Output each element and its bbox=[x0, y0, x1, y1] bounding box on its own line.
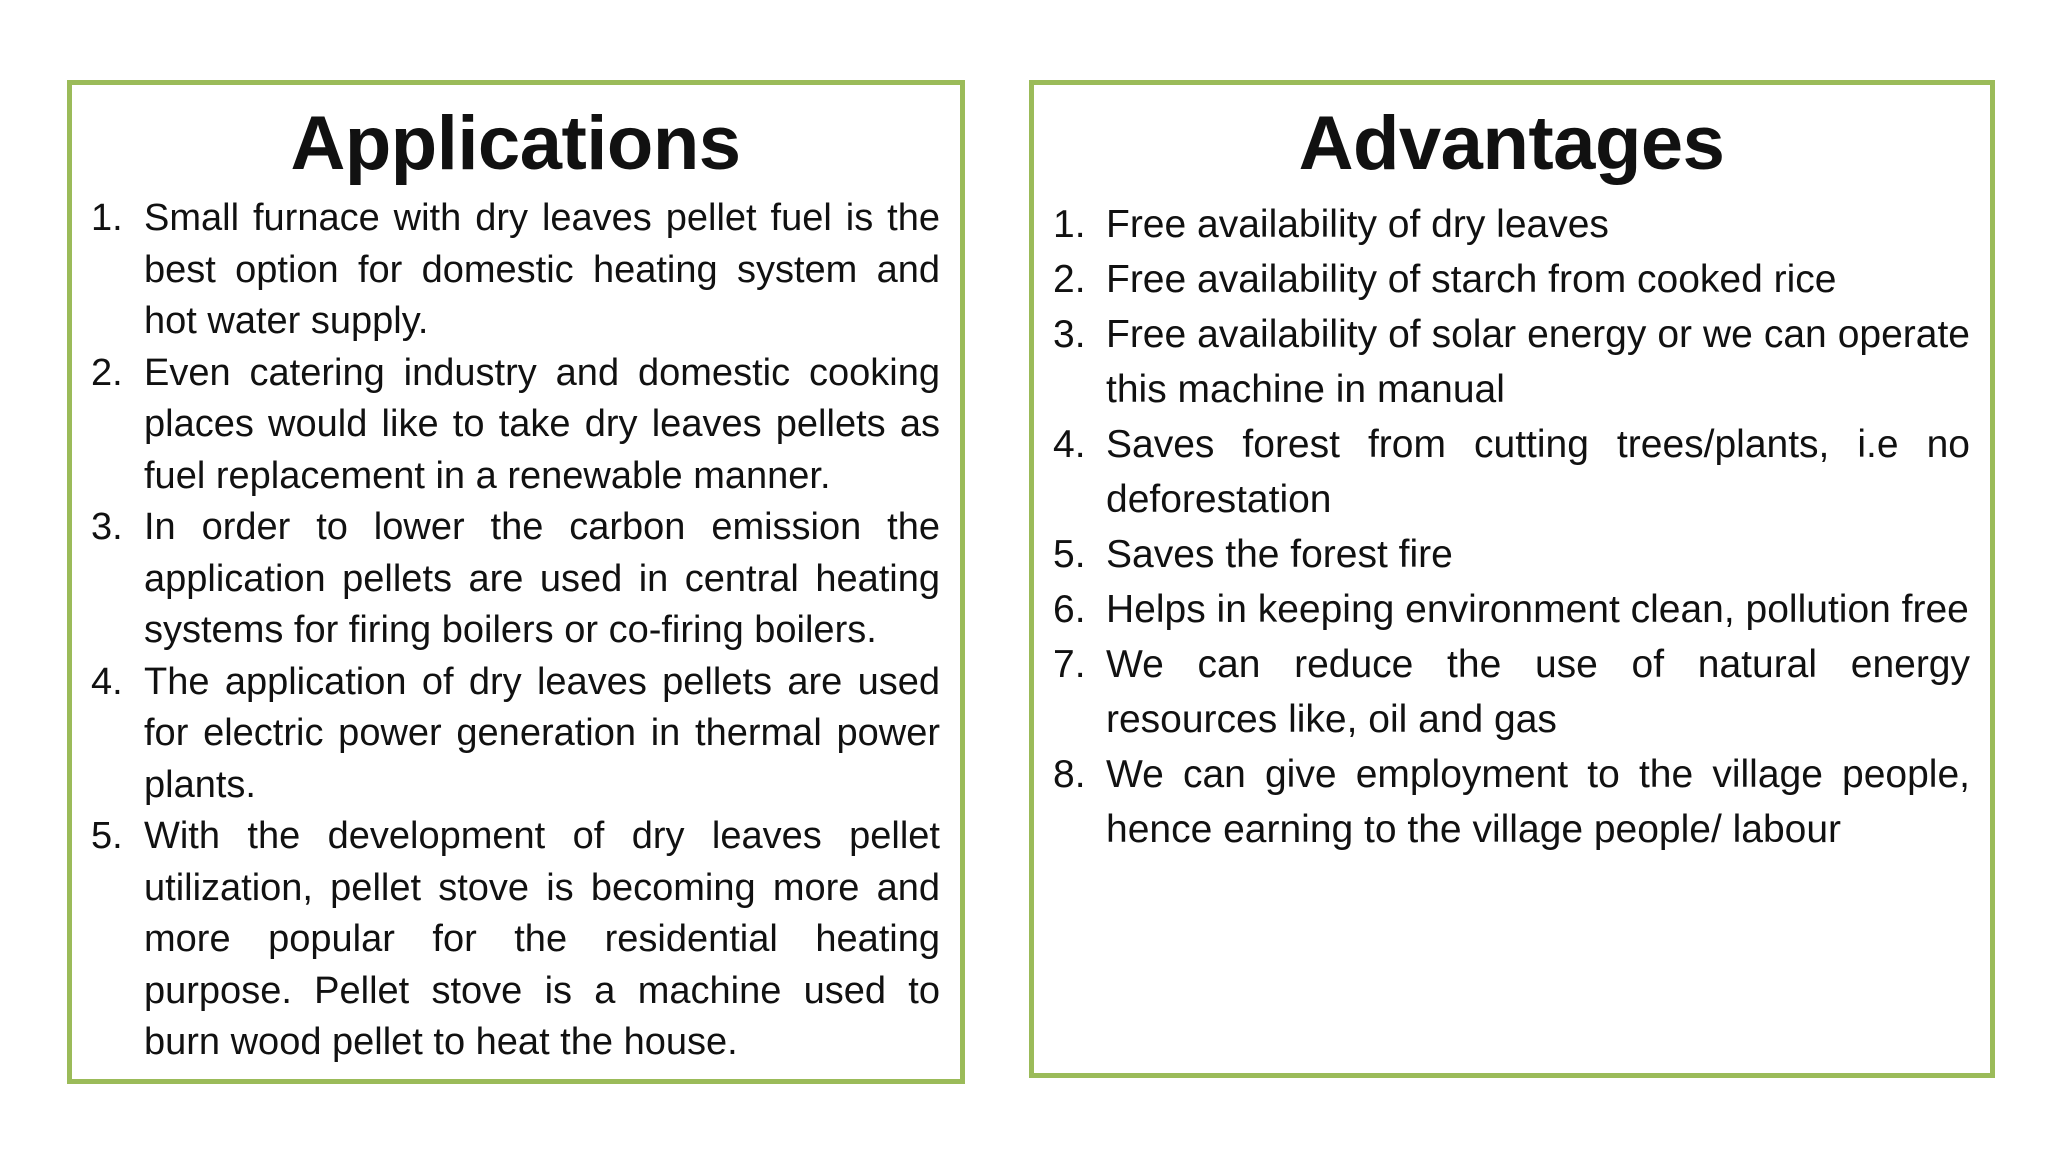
list-item bbox=[1053, 527, 1970, 582]
list-item bbox=[91, 348, 940, 503]
list-item bbox=[1053, 747, 1970, 857]
list-item bbox=[91, 657, 940, 812]
item-number: 2. bbox=[1053, 258, 1086, 301]
item-number: 4. bbox=[1053, 423, 1086, 466]
item-number: 6. bbox=[1053, 588, 1086, 631]
advantages-list bbox=[1053, 197, 1970, 857]
item-number: 7. bbox=[1053, 643, 1086, 686]
advantages-title: Advantages bbox=[1298, 101, 1725, 186]
item-text: Even catering industry and domestic cooking places would like to take dry leaves pellets as fuel replacement in a renewable manner. bbox=[144, 351, 940, 497]
applications-title: Applications bbox=[290, 101, 741, 186]
list-item bbox=[91, 502, 940, 657]
item-number: 5. bbox=[1053, 533, 1086, 576]
list-item bbox=[1053, 582, 1970, 637]
item-number: 1. bbox=[91, 197, 123, 239]
applications-list bbox=[91, 193, 940, 1069]
list-item bbox=[91, 193, 940, 348]
list-item bbox=[1053, 197, 1970, 252]
item-text: In order to lower the carbon emission the application pellets are used in central heating systems for firing boilers or co-firing boilers. bbox=[144, 506, 940, 651]
list-item bbox=[91, 811, 940, 1069]
item-text: The application of dry leaves pellets are used for electric power generation in thermal power plants. bbox=[144, 660, 940, 806]
item-text: Saves forest from cutting trees/plants, i.e no deforestation bbox=[1106, 423, 1970, 521]
item-text: Saves the forest fire bbox=[1106, 533, 1453, 576]
list-item bbox=[1053, 252, 1970, 307]
item-number: 3. bbox=[1053, 313, 1086, 356]
applications-panel bbox=[67, 80, 965, 1084]
item-number: 3. bbox=[91, 506, 123, 548]
item-number: 5. bbox=[91, 815, 123, 857]
item-number: 8. bbox=[1053, 753, 1086, 796]
item-text: Small furnace with dry leaves pellet fuel is the best option for domestic heating system and hot water supply. bbox=[144, 197, 940, 342]
item-text: Free availability of starch from cooked rice bbox=[1106, 258, 1837, 301]
item-text: We can give employment to the village people, hence earning to the village people/ labour bbox=[1106, 753, 1970, 851]
list-item bbox=[1053, 307, 1970, 417]
list-item bbox=[1053, 417, 1970, 527]
item-number: 2. bbox=[91, 351, 123, 394]
list-item bbox=[1053, 637, 1970, 747]
item-number: 4. bbox=[91, 660, 123, 703]
item-text: With the development of dry leaves pellet utilization, pellet stove is becoming more and more popular for the residential heating purpose. Pellet stove is a machine used to burn wood pellet to heat the house. bbox=[144, 815, 940, 1063]
item-text: We can reduce the use of natural energy resources like, oil and gas bbox=[1106, 643, 1970, 741]
item-number: 1. bbox=[1053, 203, 1086, 246]
advantages-panel bbox=[1029, 80, 1995, 1078]
item-text: Free availability of dry leaves bbox=[1106, 203, 1609, 246]
item-text: Helps in keeping environment clean, pollution free bbox=[1106, 588, 1969, 631]
item-text: Free availability of solar energy or we can operate this machine in manual bbox=[1106, 313, 1970, 411]
